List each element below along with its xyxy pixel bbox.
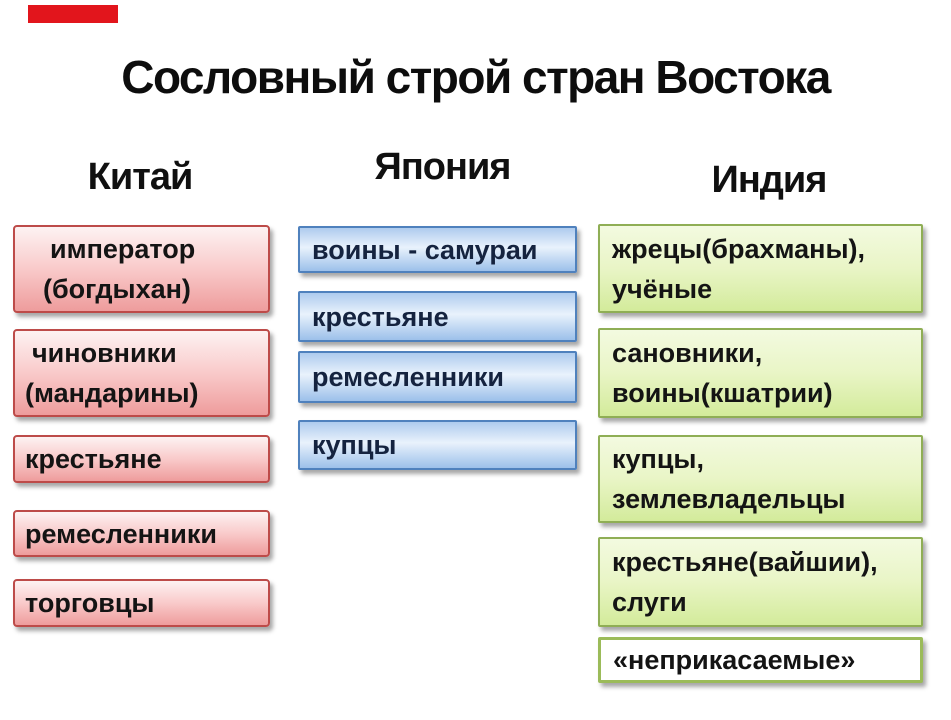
estate-box-china-officials <box>13 329 270 417</box>
diagram-title: Сословный строй стран Востока <box>121 51 830 103</box>
estate-box-india-warriors <box>598 328 923 418</box>
estate-label-line: землевладельцы <box>612 484 846 514</box>
estate-box-india-peasants <box>598 537 923 627</box>
estate-label-line: учёные <box>612 273 713 304</box>
estate-box-india-merchants <box>598 435 923 523</box>
estate-label-line: крестьяне(вайшии), <box>612 547 878 577</box>
estate-label-line: жрецы(брахманы), <box>612 233 865 264</box>
estate-box-china-artisans <box>13 510 270 557</box>
estate-label-line: (мандарины) <box>25 378 199 408</box>
column-header-china: Китай <box>87 156 193 198</box>
estate-box-japan-samurai <box>298 226 577 273</box>
estate-box-china-merchants <box>13 579 270 627</box>
estate-label-line: крестьяне <box>312 301 449 332</box>
column-header-india: Индия <box>711 159 827 201</box>
column-header-japan: Япония <box>374 146 511 188</box>
estate-box-japan-merchants <box>298 420 577 470</box>
estate-label-line: воины - самураи <box>312 234 538 265</box>
estate-label-line: сановники, <box>612 338 763 368</box>
estate-label-line: купцы, <box>612 444 704 474</box>
estate-label-line: крестьяне <box>25 444 162 474</box>
red-mark <box>28 5 118 23</box>
estate-label-line: слуги <box>612 587 687 617</box>
estate-label-line: ремесленники <box>312 362 504 392</box>
estate-label-line: ремесленники <box>25 518 217 549</box>
estate-box-china-emperor <box>13 225 270 313</box>
estate-box-japan-peasants <box>298 291 577 342</box>
estate-label-line: воины(кшатрии) <box>612 378 833 408</box>
estate-label-line: (богдыхан) <box>43 274 191 304</box>
estate-label-line: чиновники <box>32 338 177 368</box>
estate-box-india-untouchables <box>598 637 923 683</box>
estate-box-japan-artisans <box>298 351 577 403</box>
estate-label-line: император <box>50 234 196 264</box>
estate-label-line: «неприкасаемые» <box>613 645 856 675</box>
estate-box-china-peasants <box>13 435 270 483</box>
estate-label-line: торговцы <box>25 588 155 618</box>
estate-box-india-priests <box>598 224 923 313</box>
estate-label-line: купцы <box>312 430 397 460</box>
